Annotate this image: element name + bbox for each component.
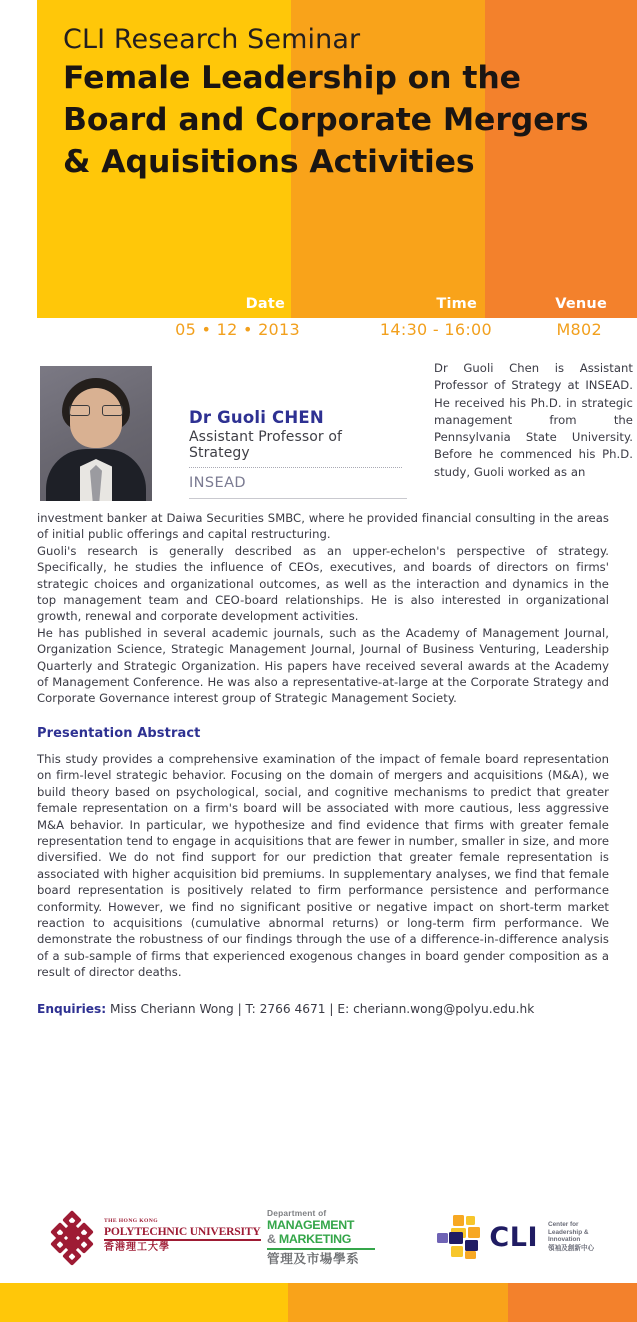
- dept-line1: Department of: [267, 1208, 327, 1218]
- footer-color-bands: [0, 1283, 637, 1322]
- bio-paragraph-3: He has published in several academic journals, such as the Academy of Management Journal, Organization Science, Strategic Management Journal, Journal of Business Venturing, Leadership Quarterly and Strategic Organization. His papers have received several awards at the Academy of Management Conference. He was also a representative-at-large at the Corporate Strategy and Corporate Governance interest group of Strategic Management Society.: [37, 625, 609, 706]
- event-value-row: [37, 320, 637, 348]
- cli-logo: [437, 1215, 617, 1259]
- polyu-logo: [47, 1211, 261, 1261]
- speaker-name: Dr Guoli CHEN: [189, 408, 324, 427]
- abstract-text: This study provides a comprehensive examination of the impact of female board representation on firm-level strategic behavior. Focusing on the domain of mergers and acquisitions (M&A), we build theory based on psychological, social, and cognitive mechanisms to predict that greater female representation on a firm's board will be associated with more cautious, less aggressive M&A behavior. In particular, we hypothesize and find evidence that firms with greater female representation tend to engage in acquisitions that are fewer in number, smaller in size, and more diversified. We do not find support for our prediction that greater female representation is associated with higher acquisition bid premiums. In supplementary analyses, we find that female board representation is positively related to firm performance persistence and performance conformity. However, we find no significant positive or negative impact on short-term market reaction to acquisitions (cumulative abnormal returns) or long-term firm performance. We demonstrate the robustness of our findings through the use of a difference-in-difference analysis of a sub-sample of firms that experienced exogenous changes in board gender composition as a result of director deaths.: [37, 751, 609, 980]
- footer-band-yellow: [0, 1283, 288, 1322]
- speaker-block: [37, 358, 633, 510]
- time-label: Time: [436, 296, 477, 312]
- bio-paragraph-1-continued: investment banker at Daiwa Securities SMBC, where he provided financial consulting in the areas of initial public offerings and capital restructuring.: [37, 511, 609, 542]
- speaker-underline: [189, 498, 407, 499]
- eyeglasses-icon: [69, 405, 123, 416]
- poster-header: [37, 0, 637, 318]
- footer-band-orange: [288, 1283, 508, 1322]
- dept-ampersand: &: [267, 1231, 276, 1246]
- cli-sub3: 領袖及創新中心: [548, 1244, 595, 1252]
- event-label-row: [37, 288, 637, 312]
- venue-label: Venue: [555, 296, 607, 312]
- abstract-heading: Presentation Abstract: [37, 725, 201, 741]
- cli-sub1: Center for: [548, 1221, 579, 1229]
- dept-line3: [267, 1233, 375, 1245]
- enquiries-label: Enquiries:: [37, 1001, 107, 1016]
- polyu-rule: [104, 1239, 261, 1241]
- enquiries-details: Miss Cheriann Wong | T: 2766 4671 | E: cheriann.wong@polyu.edu.hk: [110, 1001, 535, 1016]
- page-title: Female Leadership on the Board and Corporate Mergers & Aquisitions Activities: [63, 60, 589, 180]
- speaker-photo: [40, 366, 152, 501]
- polyu-line3: 香港理工大學: [104, 1241, 170, 1253]
- speaker-organization: INSEAD: [189, 475, 246, 491]
- logo-row: [37, 1205, 617, 1275]
- dotted-divider: [189, 467, 402, 468]
- dept-line4: 管理及市場學系: [267, 1251, 360, 1266]
- polyu-line2: POLYTECHNIC UNIVERSITY: [104, 1224, 261, 1238]
- bio-column: [434, 360, 633, 481]
- speaker-role: Assistant Professor of Strategy: [189, 429, 343, 461]
- poster-content: [37, 358, 633, 1016]
- cli-wordmark: CLI: [489, 1221, 538, 1253]
- date-label: Date: [245, 296, 285, 312]
- date-value: 05 • 12 • 2013: [175, 320, 300, 339]
- dept-rule: [267, 1248, 375, 1249]
- time-value: 14:30 - 16:00: [379, 320, 492, 339]
- bio-paragraph-2: Guoli's research is generally described as an upper-echelon's perspective of strategy. Specifically, he studies the influence of CEOs, executives, and boards of directors on firms' strategic choices and organizational outcomes, as well as the interaction and dynamics in the top management team and CEO-board relationships. He is also interested in organizational growth, renewal and corporate development activities.: [37, 543, 609, 624]
- footer-band-dark-orange: [508, 1283, 637, 1322]
- bio-column-text: Dr Guoli Chen is Assistant Professor of Strategy at INSEAD. He received his Ph.D. in strategic management from the Pennsylvania State University. Before he commenced his Ph.D. study, Guoli worked as an: [434, 361, 633, 479]
- polyu-diamond-icon: [47, 1211, 97, 1261]
- venue-value: M802: [556, 320, 602, 339]
- department-logo: [267, 1209, 375, 1265]
- speaker-info: [189, 408, 404, 491]
- enquiries-line: [37, 1002, 609, 1016]
- dept-line2: MANAGEMENT: [267, 1218, 355, 1233]
- cli-sub2: Leadership & Innovation: [548, 1228, 589, 1244]
- polyu-line1: THE HONG KONG: [104, 1218, 158, 1225]
- seminar-kicker: CLI Research Seminar: [63, 24, 361, 55]
- cli-blocks-icon: [437, 1215, 481, 1259]
- dept-line3-text: MARKETING: [278, 1231, 352, 1246]
